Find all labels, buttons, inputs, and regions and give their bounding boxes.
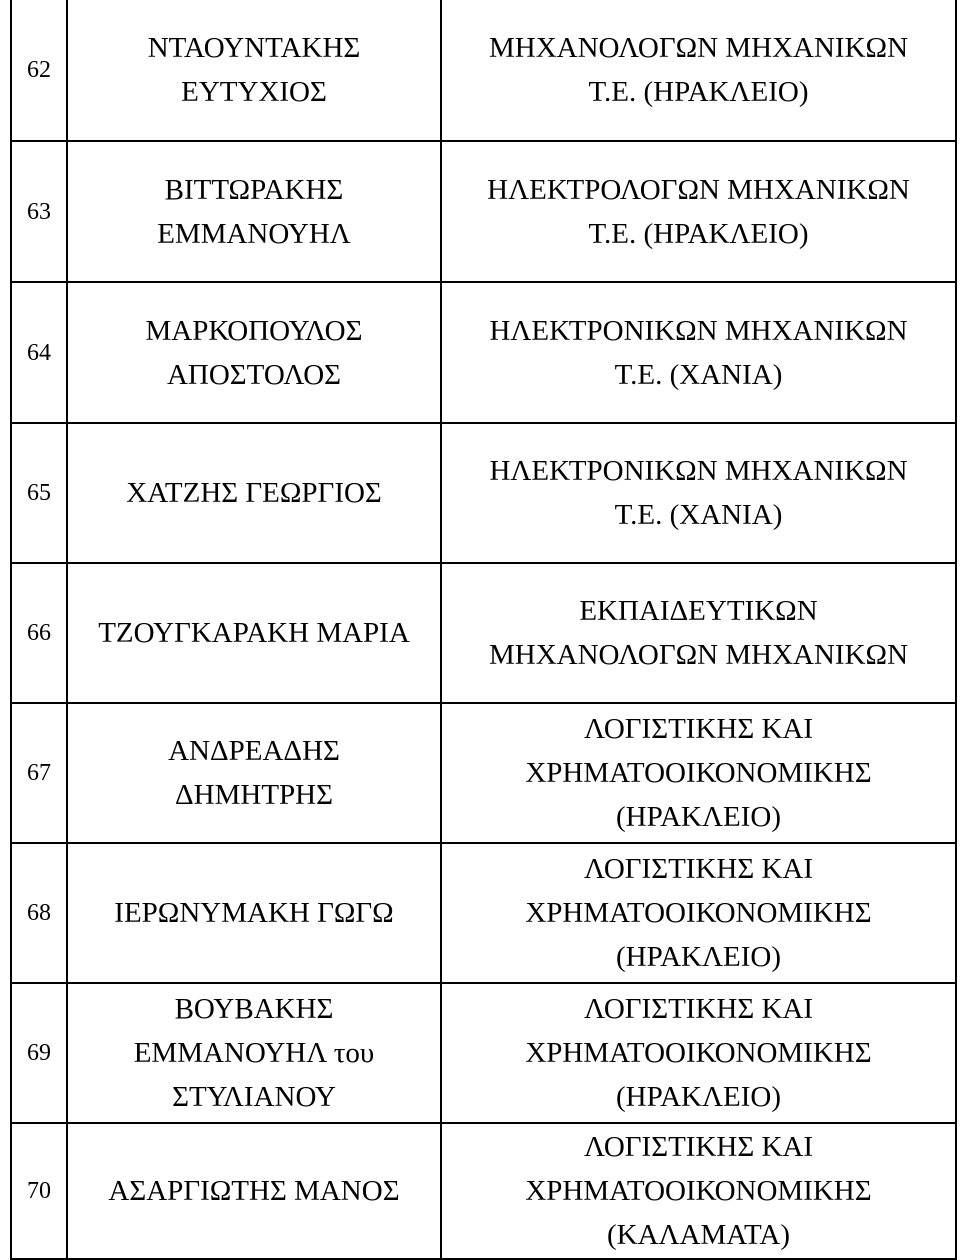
department-line: Τ.Ε. (ΗΡΑΚΛΕΙΟ)	[588, 217, 809, 250]
name-line: ΑΝΔΡΕΑΔΗΣ	[168, 735, 340, 767]
name-line: ΧΑΤΖΗΣ ΓΕΩΡΓΙΟΣ	[126, 477, 382, 509]
department	[441, 282, 956, 423]
name-line: ΑΠΟΣΤΟΛΟΣ	[166, 358, 342, 391]
department-line: ΛΟΓΙΣΤΙΚΗΣ ΚΑΙ	[583, 1131, 813, 1163]
department	[441, 843, 956, 983]
department-line: ΜΗΧΑΝΟΛΟΓΩΝ ΜΗΧΑΝΙΚΩΝ	[488, 32, 909, 64]
department-line: ΧΡΗΜΑΤΟΟΙΚΟΝΟΜΙΚΗΣ	[525, 1037, 872, 1069]
table-row	[11, 282, 956, 423]
table-body	[11, 0, 956, 1259]
department-line: ΛΟΓΙΣΤΙΚΗΣ ΚΑΙ	[583, 713, 813, 745]
department-line: ΧΡΗΜΑΤΟΟΙΚΟΝΟΜΙΚΗΣ	[525, 1175, 872, 1207]
department-line: (ΗΡΑΚΛΕΙΟ)	[616, 1081, 781, 1113]
department	[441, 563, 956, 703]
department-line: (ΚΑΛΑΜΑΤΑ)	[606, 1219, 791, 1251]
department	[441, 423, 956, 563]
department-line: Τ.Ε. (ΧΑΝΙΑ)	[614, 499, 783, 531]
table-row	[11, 0, 956, 141]
table-row	[11, 703, 956, 843]
row-number: 63	[11, 141, 67, 282]
department	[441, 703, 956, 843]
row-number: 68	[11, 843, 67, 983]
table-row	[11, 1123, 956, 1259]
department-line: ΗΛΕΚΤΡΟΝΙΚΩΝ ΜΗΧΑΝΙΚΩΝ	[489, 455, 908, 487]
row-number: 65	[11, 423, 67, 563]
department	[441, 983, 956, 1123]
department-line: ΛΟΓΙΣΤΙΚΗΣ ΚΑΙ	[583, 853, 813, 885]
person-name	[67, 1123, 441, 1259]
department-line: (ΗΡΑΚΛΕΙΟ)	[616, 801, 781, 833]
table-row	[11, 141, 956, 282]
department-line: Τ.Ε. (ΗΡΑΚΛΕΙΟ)	[588, 76, 809, 108]
name-line: ΕΜΜΑΝΟΥΗΛ	[157, 217, 351, 250]
table-row	[11, 843, 956, 983]
department	[441, 1123, 956, 1259]
department-line: ΜΗΧΑΝΟΛΟΓΩΝ ΜΗΧΑΝΙΚΩΝ	[488, 639, 909, 671]
row-number: 66	[11, 563, 67, 703]
name-line: ΑΣΑΡΓΙΩΤΗΣ ΜΑΝΟΣ	[108, 1175, 400, 1207]
name-line: ΣΤΥΛΙΑΝΟΥ	[172, 1081, 336, 1113]
person-name	[67, 563, 441, 703]
name-line: ΔΗΜΗΤΡΗΣ	[175, 779, 333, 811]
department	[441, 0, 956, 141]
person-name	[67, 843, 441, 983]
department-line: ΗΛΕΚΤΡΟΝΙΚΩΝ ΜΗΧΑΝΙΚΩΝ	[489, 314, 908, 347]
row-number: 64	[11, 282, 67, 423]
person-name	[67, 423, 441, 563]
name-line: ΒΟΥΒΑΚΗΣ	[174, 993, 334, 1025]
name-line: ΕΥΤΥΧΙΟΣ	[181, 76, 327, 108]
table-row	[11, 423, 956, 563]
person-name	[67, 0, 441, 141]
name-line: ΤΖΟΥΓΚΑΡΑΚΗ ΜΑΡΙΑ	[98, 617, 410, 649]
name-line: ΝΤΑΟΥΝΤΑΚΗΣ	[147, 32, 361, 64]
row-number: 70	[11, 1123, 67, 1259]
name-line: ΒΙΤΤΩΡΑΚΗΣ	[164, 173, 344, 206]
person-name	[67, 141, 441, 282]
table-row	[11, 563, 956, 703]
table-row	[11, 983, 956, 1123]
department-line: (ΗΡΑΚΛΕΙΟ)	[616, 941, 781, 973]
person-name	[67, 282, 441, 423]
name-line: ΜΑΡΚΟΠΟΥΛΟΣ	[145, 314, 363, 347]
name-line: ΙΕΡΩΝΥΜΑΚΗ ΓΩΓΩ	[114, 897, 394, 929]
person-name	[67, 983, 441, 1123]
results-table	[10, 0, 957, 1260]
department-line: ΕΚΠΑΙΔΕΥΤΙΚΩΝ	[579, 595, 818, 627]
department	[441, 141, 956, 282]
department-line: ΛΟΓΙΣΤΙΚΗΣ ΚΑΙ	[583, 993, 813, 1025]
department-line: ΧΡΗΜΑΤΟΟΙΚΟΝΟΜΙΚΗΣ	[525, 757, 872, 789]
row-number: 67	[11, 703, 67, 843]
department-line: Τ.Ε. (ΧΑΝΙΑ)	[614, 358, 783, 391]
name-line: ΕΜΜΑΝΟΥΗΛ του	[133, 1037, 375, 1069]
department-line: ΗΛΕΚΤΡΟΛΟΓΩΝ ΜΗΧΑΝΙΚΩΝ	[487, 173, 910, 206]
row-number: 69	[11, 983, 67, 1123]
department-line: ΧΡΗΜΑΤΟΟΙΚΟΝΟΜΙΚΗΣ	[525, 897, 872, 929]
row-number: 62	[11, 0, 67, 141]
person-name	[67, 703, 441, 843]
